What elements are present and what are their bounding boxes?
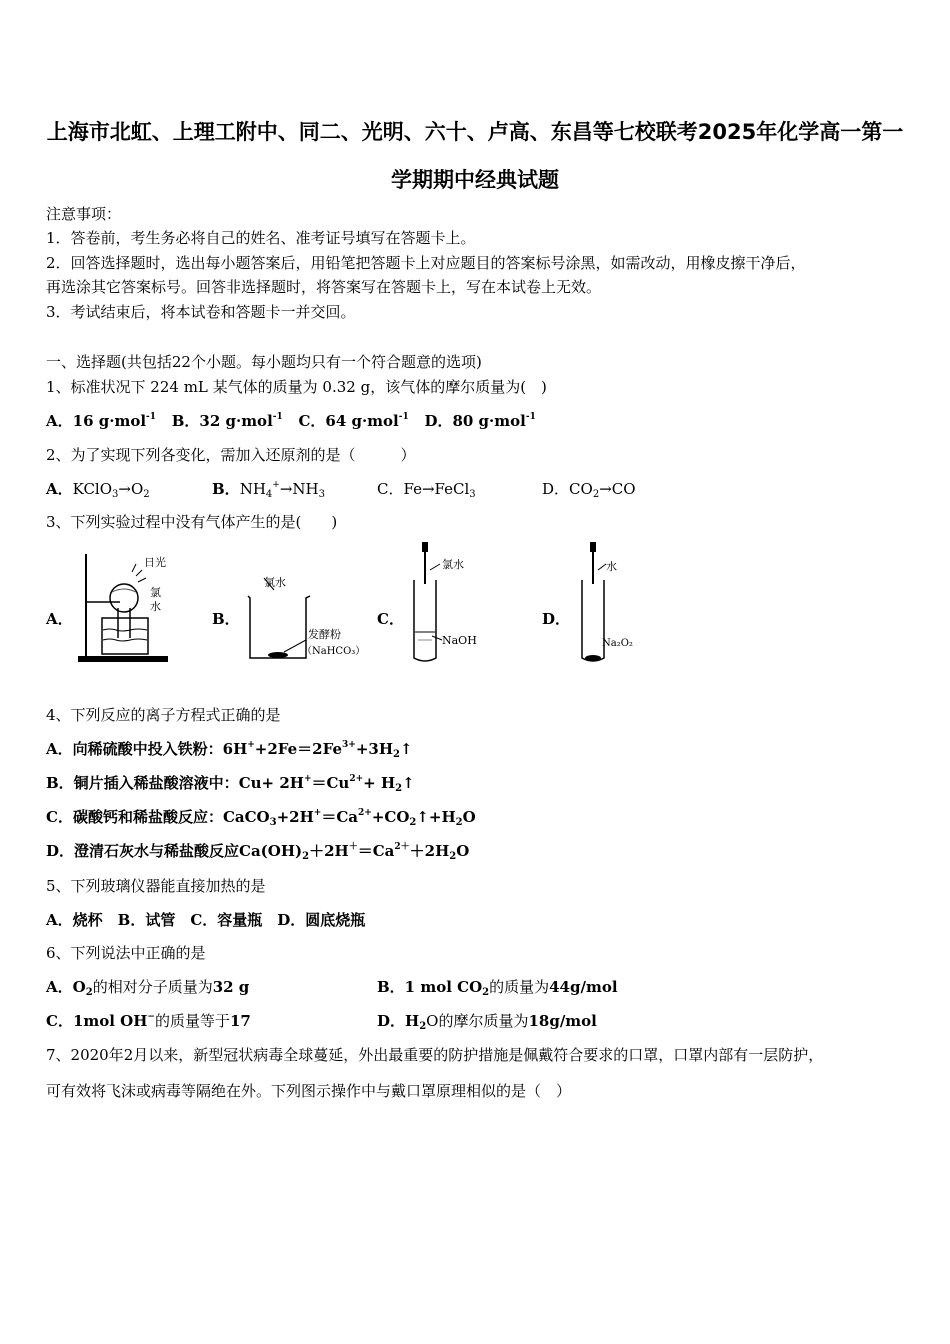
q1-option-a: A．16 g·mol$^{-1}$ xyxy=(46,412,157,430)
q3-figure-a xyxy=(76,546,176,666)
fig-a-water-label: 水 xyxy=(150,600,161,613)
q3-figure-d xyxy=(568,540,648,666)
notice-item: 1．答卷前，考生务必将自己的姓名、准考证号填写在答题卡上。 xyxy=(46,229,476,247)
fig-b-chlorine-label: 氯水 xyxy=(264,576,286,589)
q6-option-c: C．1mol OH−的质量等于17 xyxy=(46,1012,251,1030)
q3-figure-b xyxy=(240,566,370,666)
fig-c-chlorine-label: 氯水 xyxy=(442,558,464,571)
q3-label-b: B． xyxy=(212,610,240,628)
fig-a-sunlight-label: 日光 xyxy=(144,556,166,569)
section-heading: 一、选择题(共包括22个小题。每小题均只有一个符合题意的选项) xyxy=(46,353,482,371)
q4-option-b: B．铜片插入稀盐酸溶液中：$Cu+ 2H^+=Cu^{2+}+$ $H_2↑$ xyxy=(46,774,415,794)
q4-option-d: D．澄清石灰水与稀盐酸反应$Ca(OH)_2+2H^+=Ca^{2+}+2H_2O$ xyxy=(46,842,470,862)
notice-heading: 注意事项： xyxy=(46,205,122,223)
q2-option-b: B．$NH_4^+\to NH_3$ xyxy=(212,480,325,500)
q1-option-c: C．64 g·mol$^{-1}$ xyxy=(298,412,409,430)
q7-stem-line1: 7、2020年2月以来，新型冠状病毒全球蔓延，外出最重要的防护措施是佩戴符合要求的口罩，口罩内部有一层防护， xyxy=(46,1046,824,1064)
q1-option-d: D．80 g·mol$^{-1}$ xyxy=(424,412,536,430)
q3-figure-c xyxy=(398,540,488,666)
q5-stem: 5、下列玻璃仪器能直接加热的是 xyxy=(46,877,266,895)
fig-c-naoh-label: NaOH xyxy=(442,634,477,647)
q2-option-c: C．Fe→FeCl$_3$ xyxy=(377,480,476,500)
q1-stem: 1、标准状况下 224 mL 某气体的质量为 0.32 g，该气体的摩尔质量为( ) xyxy=(46,378,547,396)
doc-title-line2: 学期期中经典试题 xyxy=(391,168,559,192)
q2-option-d: D．$CO_2\to CO$ xyxy=(542,480,636,500)
q6-option-d: D．$H_2O$的摩尔质量为18g/mol xyxy=(377,1012,597,1032)
q7-stem-line2: 可有效将飞沫或病毒等隔绝在外。下列图示操作中与戴口罩原理相似的是（ ） xyxy=(46,1082,572,1100)
q6-option-b: B．1 mol $CO_2$的质量为44g/mol xyxy=(377,978,618,998)
fig-d-na2o2-label: Na₂O₂ xyxy=(602,638,633,649)
q6-stem: 6、下列说法中正确的是 xyxy=(46,944,206,962)
fig-b-powder-label: 发酵粉 xyxy=(308,628,341,641)
q4-stem: 4、下列反应的离子方程式正确的是 xyxy=(46,706,281,724)
fig-a-chlorine-label: 氯 xyxy=(150,586,161,599)
q6-option-a: A．$O_2$的相对分子质量为32 g xyxy=(46,978,250,998)
q2-stem: 2、为了实现下列各变化，需加入还原剂的是（ ） xyxy=(46,446,416,464)
fig-b-nahco3-label: （NaHCO₃） xyxy=(302,646,366,657)
q5-options: A．烧杯 B．试管 C．容量瓶 D．圆底烧瓶 xyxy=(46,911,366,929)
q3-label-d: D． xyxy=(542,610,571,628)
q4-option-a: A．向稀硫酸中投入铁粉：$6H^++2Fe=2Fe^{3+}+3H_2↑$ xyxy=(46,740,413,760)
fig-d-water-label: 水 xyxy=(606,560,617,573)
notice-item: 2．回答选择题时，选出每小题答案后，用铅笔把答题卡上对应题目的答案标号涂黑，如需改动，用橡皮擦干净后， xyxy=(46,254,806,272)
q4-option-c: C．碳酸钙和稀盐酸反应：$CaCO_3+2H^+=Ca^{2+}+CO_2↑+H_2O$ xyxy=(46,808,476,828)
q1-option-b: B．32 g·mol$^{-1}$ xyxy=(171,412,283,430)
notice-item: 再选涂其它答案标号。回答非选择题时，将答案写在答题卡上，写在本试卷上无效。 xyxy=(46,278,602,296)
q1-options xyxy=(46,411,536,431)
q3-label-a: A． xyxy=(46,610,73,628)
q3-label-c: C． xyxy=(377,610,404,628)
q2-option-a: A．$KClO_3\to O_2$ xyxy=(46,480,150,500)
notice-item: 3．考试结束后，将本试卷和答题卡一并交回。 xyxy=(46,303,356,321)
doc-title-line1: 上海市北虹、上理工附中、同二、光明、六十、卢高、东昌等七校联考2025年化学高一第一 xyxy=(46,120,904,144)
q3-stem: 3、下列实验过程中没有气体产生的是( ) xyxy=(46,513,338,531)
